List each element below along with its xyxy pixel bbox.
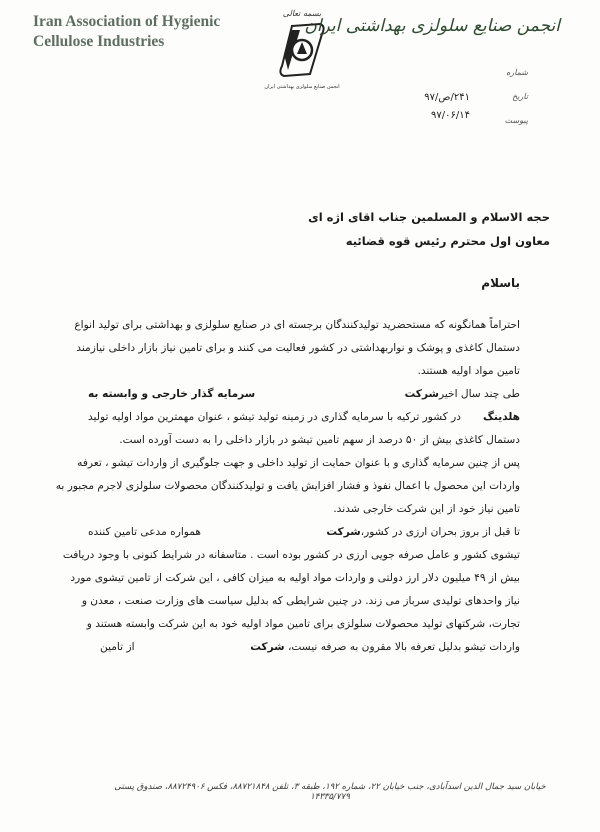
association-persian-name: انجمن صنایع سلولزی بهداشتی ایران xyxy=(304,16,560,36)
body-line xyxy=(88,521,520,544)
body-text: تا قبل از بروز بحران ارزی در کشور، xyxy=(360,526,520,538)
body-line: تیشوی کشور و عامل صرفه جویی ارزی در کشور بوده است . متاسفانه در شرایط کنونی با وجود دریافت xyxy=(62,549,520,561)
body-line: تجارت، شرکتهای تولید محصولات سلولزی برای تامین مواد اولیه خود به این شرکت وابسته هستند و xyxy=(86,618,520,630)
number-label: شماره xyxy=(506,68,528,77)
body-text: از تامین xyxy=(100,641,135,653)
body-text: سرمایه گذار خارجی و وابسته به xyxy=(88,388,256,400)
body-line xyxy=(88,636,520,659)
svg-text:بسمه تعالی: بسمه تعالی xyxy=(282,9,322,18)
body-line: نیاز واحدهای تولیدی سرباز می زند. در چنین شرایطی که بدلیل سیاست های وزارت صنعت ، معدن و xyxy=(81,595,520,607)
company-ref: شرکت xyxy=(250,641,285,653)
footer-address: خیابان سید جمال الدین اسدآبادی، جنب خیابان ۲۲، شماره ۱۹۲، طبقه ۳، تلفن ۸۸۷۲۱۸۴۸، فکس ۸۸۷۲۴۹۰۶، صندوق پستی ۱۴۳۳۵/۷۷۹ xyxy=(114,782,546,802)
association-english-name xyxy=(33,12,220,52)
attachment-label: پیوست xyxy=(504,116,528,125)
body-line: پس از چنین سرمایه گذاری و با عنوان حمایت از تولید داخلی و جهت جلوگیری از واردات تیشو ، تعرفه xyxy=(77,457,520,469)
company-ref: شرکت xyxy=(404,388,439,400)
body-line xyxy=(88,406,520,429)
recipient-name: حجه الاسلام و المسلمین جناب اقای اژه ای xyxy=(308,210,550,224)
svg-text:انجمن صنایع سلولزی بهداشتی ایر: انجمن صنایع سلولزی بهداشتی ایران xyxy=(264,84,340,90)
body-line: بیش از ۴۹ میلیون دلار ارز دولتی و واردات مواد اولیه به میزان کافی ، این شرکت از تامین تیشوی مورد xyxy=(70,572,520,584)
letter-date: ۹۷/۰۶/۱۴ xyxy=(431,110,470,121)
letter-body xyxy=(55,314,520,659)
greeting: باسلام xyxy=(481,276,520,290)
body-line xyxy=(88,383,520,406)
body-line: احتراماً همانگونه که مستحضرید تولیدکنندگان برجسته ای در صنایع سلولزی و بهداشتی برای تولید انواع xyxy=(74,319,520,331)
english-name-line1: Iran Association of Hygienic xyxy=(33,13,221,30)
date-label: تاریخ xyxy=(512,92,528,101)
english-name-line2: Cellulose Industries xyxy=(33,33,165,50)
body-line: تامین مواد اولیه هستند. xyxy=(417,365,520,377)
company-ref: شرکت xyxy=(326,526,361,538)
recipient-title: معاون اول محترم رئیس قوه قضائیه xyxy=(345,234,550,248)
body-text: همواره مدعی تامین کننده xyxy=(88,526,201,538)
letter-number: ۲۴۱/ص/۹۷ xyxy=(424,92,470,103)
holding-ref: هلدینگ xyxy=(483,411,520,423)
body-text: طی چند سال اخیر xyxy=(438,388,520,400)
body-line: تامین نیاز خود از این شرکت خارجی شدند. xyxy=(333,503,520,515)
body-line: دستمال کاغذی بیش از ۵۰ درصد از سهم تامین تیشو در بازار داخلی را به دست آورده است. xyxy=(119,434,520,446)
body-line: دستمال کاغذی و پوشک و نواربهداشتی در کشور فعالیت می کنند و برای تامین نیاز بازار داخلی نیازمند xyxy=(76,342,520,354)
body-line: واردات این محصول با اعمال نفوذ و فشار افزایش یافت و تولیدکنندگان محصولات سلولزی لاجرم مجبور به xyxy=(55,480,520,492)
body-text: واردات تیشو بدلیل تعرفه بالا مقرون به صرفه نیست، xyxy=(287,641,520,653)
body-text: در کشور ترکیه با سرمایه گذاری در زمینه تولید تیشو ، عنوان مهمترین مواد اولیه تولید xyxy=(88,411,461,423)
